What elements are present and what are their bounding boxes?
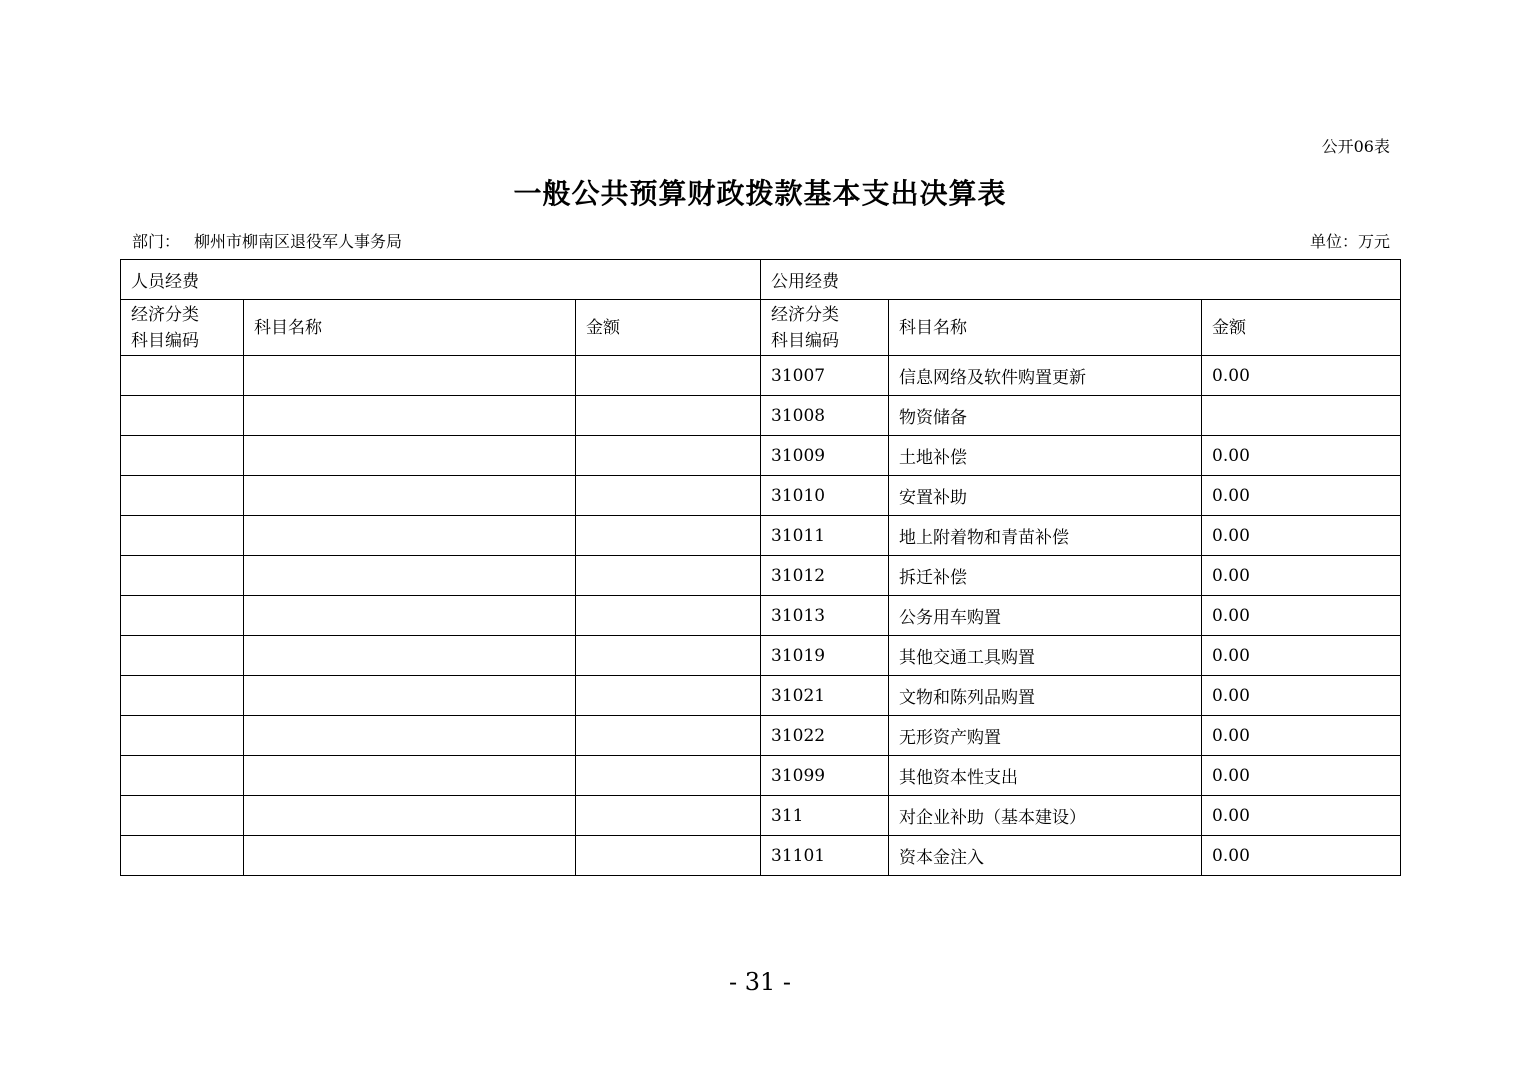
public-code-cell: 31012 — [761, 556, 889, 596]
public-name-cell: 文物和陈列品购置 — [889, 676, 1202, 716]
personnel-name-cell — [244, 796, 576, 836]
table-row — [121, 836, 1401, 876]
table-row — [121, 356, 1401, 396]
public-code-cell: 311 — [761, 796, 889, 836]
personnel-code-cell — [121, 436, 244, 476]
personnel-name-cell — [244, 756, 576, 796]
section-public: 公用经费 — [761, 260, 1401, 300]
public-code-cell: 31008 — [761, 396, 889, 436]
public-name-cell: 地上附着物和青苗补偿 — [889, 516, 1202, 556]
column-header-row — [121, 300, 1401, 356]
public-amount-cell — [1202, 396, 1401, 436]
public-amount-cell: 0.00 — [1202, 636, 1401, 676]
page-number: - 31 - — [728, 968, 791, 996]
personnel-amount-cell — [576, 556, 761, 596]
public-name-cell: 其他资本性支出 — [889, 756, 1202, 796]
public-code-cell: 31022 — [761, 716, 889, 756]
personnel-name-cell — [244, 716, 576, 756]
public-name-cell: 土地补偿 — [889, 436, 1202, 476]
personnel-name-cell — [244, 356, 576, 396]
table-row — [121, 676, 1401, 716]
personnel-code-cell — [121, 796, 244, 836]
meta-line — [132, 229, 1390, 251]
personnel-name-cell — [244, 556, 576, 596]
public-code-cell: 31101 — [761, 836, 889, 876]
col-header-amount-personnel: 金额 — [576, 300, 761, 356]
section-header-row — [121, 260, 1401, 300]
public-name-cell: 其他交通工具购置 — [889, 636, 1202, 676]
personnel-amount-cell — [576, 436, 761, 476]
personnel-amount-cell — [576, 796, 761, 836]
table-row — [121, 596, 1401, 636]
public-code-cell: 31010 — [761, 476, 889, 516]
personnel-code-cell — [121, 836, 244, 876]
personnel-name-cell — [244, 436, 576, 476]
public-amount-cell: 0.00 — [1202, 676, 1401, 716]
personnel-name-cell — [244, 676, 576, 716]
public-amount-cell: 0.00 — [1202, 796, 1401, 836]
col-header-code-personnel — [121, 300, 244, 356]
public-amount-cell: 0.00 — [1202, 436, 1401, 476]
personnel-code-cell — [121, 676, 244, 716]
col-header-code-line2: 科目编码 — [131, 330, 199, 351]
public-name-cell: 公务用车购置 — [889, 596, 1202, 636]
personnel-name-cell — [244, 836, 576, 876]
public-code-cell: 31013 — [761, 596, 889, 636]
personnel-amount-cell — [576, 396, 761, 436]
personnel-name-cell — [244, 596, 576, 636]
table-row — [121, 396, 1401, 436]
table-row — [121, 476, 1401, 516]
public-name-cell: 资本金注入 — [889, 836, 1202, 876]
public-code-cell: 31021 — [761, 676, 889, 716]
personnel-amount-cell — [576, 596, 761, 636]
public-code-cell: 31007 — [761, 356, 889, 396]
personnel-name-cell — [244, 476, 576, 516]
public-name-cell: 对企业补助（基本建设） — [889, 796, 1202, 836]
col-header-amount-public: 金额 — [1202, 300, 1401, 356]
personnel-amount-cell — [576, 636, 761, 676]
table-row — [121, 516, 1401, 556]
section-personnel: 人员经费 — [121, 260, 761, 300]
personnel-code-cell — [121, 516, 244, 556]
public-amount-cell: 0.00 — [1202, 476, 1401, 516]
public-amount-cell: 0.00 — [1202, 836, 1401, 876]
personnel-code-cell — [121, 556, 244, 596]
public-amount-cell: 0.00 — [1202, 596, 1401, 636]
public-amount-cell: 0.00 — [1202, 556, 1401, 596]
col-header-code-line1: 经济分类 — [131, 304, 199, 325]
personnel-amount-cell — [576, 836, 761, 876]
public-amount-cell: 0.00 — [1202, 716, 1401, 756]
budget-table — [120, 259, 1401, 876]
personnel-code-cell — [121, 756, 244, 796]
public-name-cell: 拆迁补偿 — [889, 556, 1202, 596]
col-header-code-public — [761, 300, 889, 356]
personnel-name-cell — [244, 636, 576, 676]
col-header-name-public: 科目名称 — [889, 300, 1202, 356]
public-amount-cell: 0.00 — [1202, 356, 1401, 396]
personnel-amount-cell — [576, 756, 761, 796]
public-name-cell: 信息网络及软件购置更新 — [889, 356, 1202, 396]
public-amount-cell: 0.00 — [1202, 516, 1401, 556]
personnel-code-cell — [121, 356, 244, 396]
table-row — [121, 436, 1401, 476]
personnel-amount-cell — [576, 516, 761, 556]
personnel-code-cell — [121, 636, 244, 676]
public-code-cell: 31099 — [761, 756, 889, 796]
public-code-cell: 31019 — [761, 636, 889, 676]
public-name-cell: 安置补助 — [889, 476, 1202, 516]
table-row — [121, 716, 1401, 756]
personnel-name-cell — [244, 396, 576, 436]
unit-label: 单位：万元 — [1309, 232, 1390, 251]
personnel-amount-cell — [576, 716, 761, 756]
personnel-code-cell — [121, 716, 244, 756]
table-row — [121, 556, 1401, 596]
personnel-code-cell — [121, 596, 244, 636]
department — [132, 229, 402, 252]
public-amount-cell: 0.00 — [1202, 756, 1401, 796]
personnel-amount-cell — [576, 476, 761, 516]
col-header-code-line1: 经济分类 — [771, 304, 840, 325]
table-row — [121, 796, 1401, 836]
department-value: 柳州市柳南区退役军人事务局 — [194, 232, 403, 251]
form-number: 公开06表 — [1321, 137, 1390, 156]
col-header-code-line2: 科目编码 — [771, 330, 840, 351]
public-code-cell: 31009 — [761, 436, 889, 476]
public-name-cell: 物资储备 — [889, 396, 1202, 436]
public-code-cell: 31011 — [761, 516, 889, 556]
personnel-name-cell — [244, 516, 576, 556]
col-header-name-personnel: 科目名称 — [244, 300, 576, 356]
page-title: 一般公共预算财政拨款基本支出决算表 — [513, 177, 1007, 210]
department-label: 部门： — [132, 232, 181, 251]
table-row — [121, 756, 1401, 796]
personnel-code-cell — [121, 396, 244, 436]
personnel-amount-cell — [576, 356, 761, 396]
personnel-code-cell — [121, 476, 244, 516]
public-name-cell: 无形资产购置 — [889, 716, 1202, 756]
personnel-amount-cell — [576, 676, 761, 716]
table-row — [121, 636, 1401, 676]
